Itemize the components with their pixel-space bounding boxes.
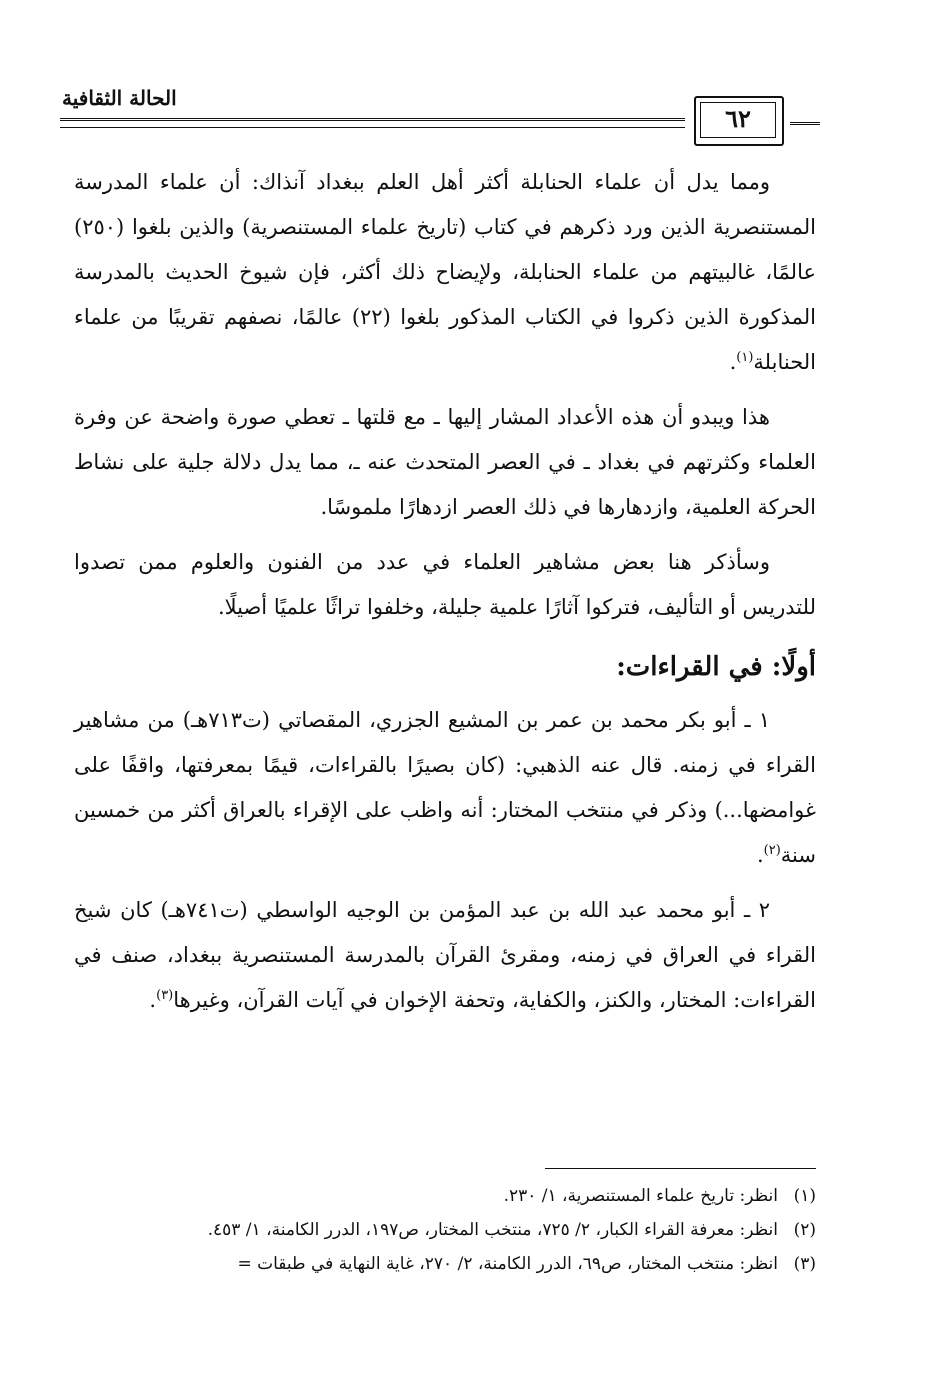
footnote-text: انظر: معرفة القراء الكبار، ٢/ ٧٢٥، منتخب المختار، ص١٩٧، الدرر الكامنة، ١/ ٤٥٣. [207,1220,778,1240]
footnote [30,1248,816,1280]
list-item [74,888,816,1023]
footnote-text: انظر: منتخب المختار، ص٦٩، الدرر الكامنة، ٢/ ٢٧٠، غاية النهاية في طبقات = [237,1254,778,1274]
paragraph-text: وسأذكر هنا بعض مشاهير العلماء في عدد من الفنون والعلوم ممن تصدوا للتدريس أو التأليف، فتركوا آثارًا علمية جليلة، وخلفوا تراثًا علميًا أصيلًا. [74,550,816,619]
footnotes [30,1178,816,1282]
footnote [30,1180,816,1212]
page-number-frame [690,96,786,142]
footnote-ref: (٢) [763,843,781,858]
paragraph [74,395,816,530]
period: . [729,350,737,374]
list-item [74,698,816,878]
header-rule [60,118,685,121]
header-rule-right [790,122,820,125]
period: . [149,988,157,1012]
paragraph-text: ومما يدل أن علماء الحنابلة أكثر أهل العلم ببغداد آنذاك: أن علماء المدرسة المستنصرية الذين ورد ذكرهم في كتاب (تاريخ علماء المستنصرية) والذين بلغوا (٢٥٠) عالمًا، غالبيتهم من علماء الحنابلة، ولإيضاح ذلك أكثر، فإن شيوخ الحديث بالمدرسة المذكورة الذين ذكروا في الكتاب المذكور بلغوا (٢٢) عالمًا، نصفهم تقريبًا من علماء الحنابلة [74,170,816,374]
footnote-ref: (١) [736,350,754,365]
list-item-text: ٢ ـ أبو محمد عبد الله بن عبد المؤمن بن الوجيه الواسطي (ت٧٤١هـ) كان شيخ القراء في العراق في زمنه، ومقرئ القرآن بالمدرسة المستنصرية ببغداد، صنف في القراءات: المختار، والكنز، والكفاية، وتحفة الإخوان في آيات القرآن، وغيرها [74,898,816,1012]
page-header [0,0,935,150]
paragraph-text: هذا ويبدو أن هذه الأعداد المشار إليها ـ مع قلتها ـ تعطي صورة واضحة عن وفرة العلماء وكثرتهم في بغداد ـ في العصر المتحدث عنه ـ، مما يدل دلالة جلية على نشاط الحركة العلمية، وازدهارها في ذلك العصر ازدهارًا ملموسًا. [74,405,816,519]
footnote-text: انظر: تاريخ علماء المستنصرية، ١/ ٢٣٠. [503,1186,778,1206]
main-text [74,160,816,1033]
paragraph [74,160,816,385]
footnote-number: (٢) [793,1220,816,1240]
page-number: ٦٢ [725,104,751,133]
header-rule-thin [60,127,685,128]
footnote-number: (٣) [793,1254,816,1274]
period: . [756,843,764,867]
footnote-separator [545,1168,816,1169]
footnote-ref: (٣) [156,988,174,1003]
list-item-text: ١ ـ أبو بكر محمد بن عمر بن المشيع الجزري، المقصاتي (ت٧١٣هـ) من مشاهير القراء في زمنه. قال عنه الذهبي: (كان بصيرًا بالقراءات، قيمًا بمعرفتها، واقفًا على غوامضها...) وذكر في منتخب المختار: أنه واظب على الإقراء بالعراق أكثر من خمسين سنة [74,708,816,867]
paragraph [74,540,816,630]
footnote [30,1214,816,1246]
section-heading: أولًا: في القراءات: [616,652,816,682]
running-title: الحالة الثقافية [62,86,177,110]
footnote-number: (١) [793,1186,816,1206]
